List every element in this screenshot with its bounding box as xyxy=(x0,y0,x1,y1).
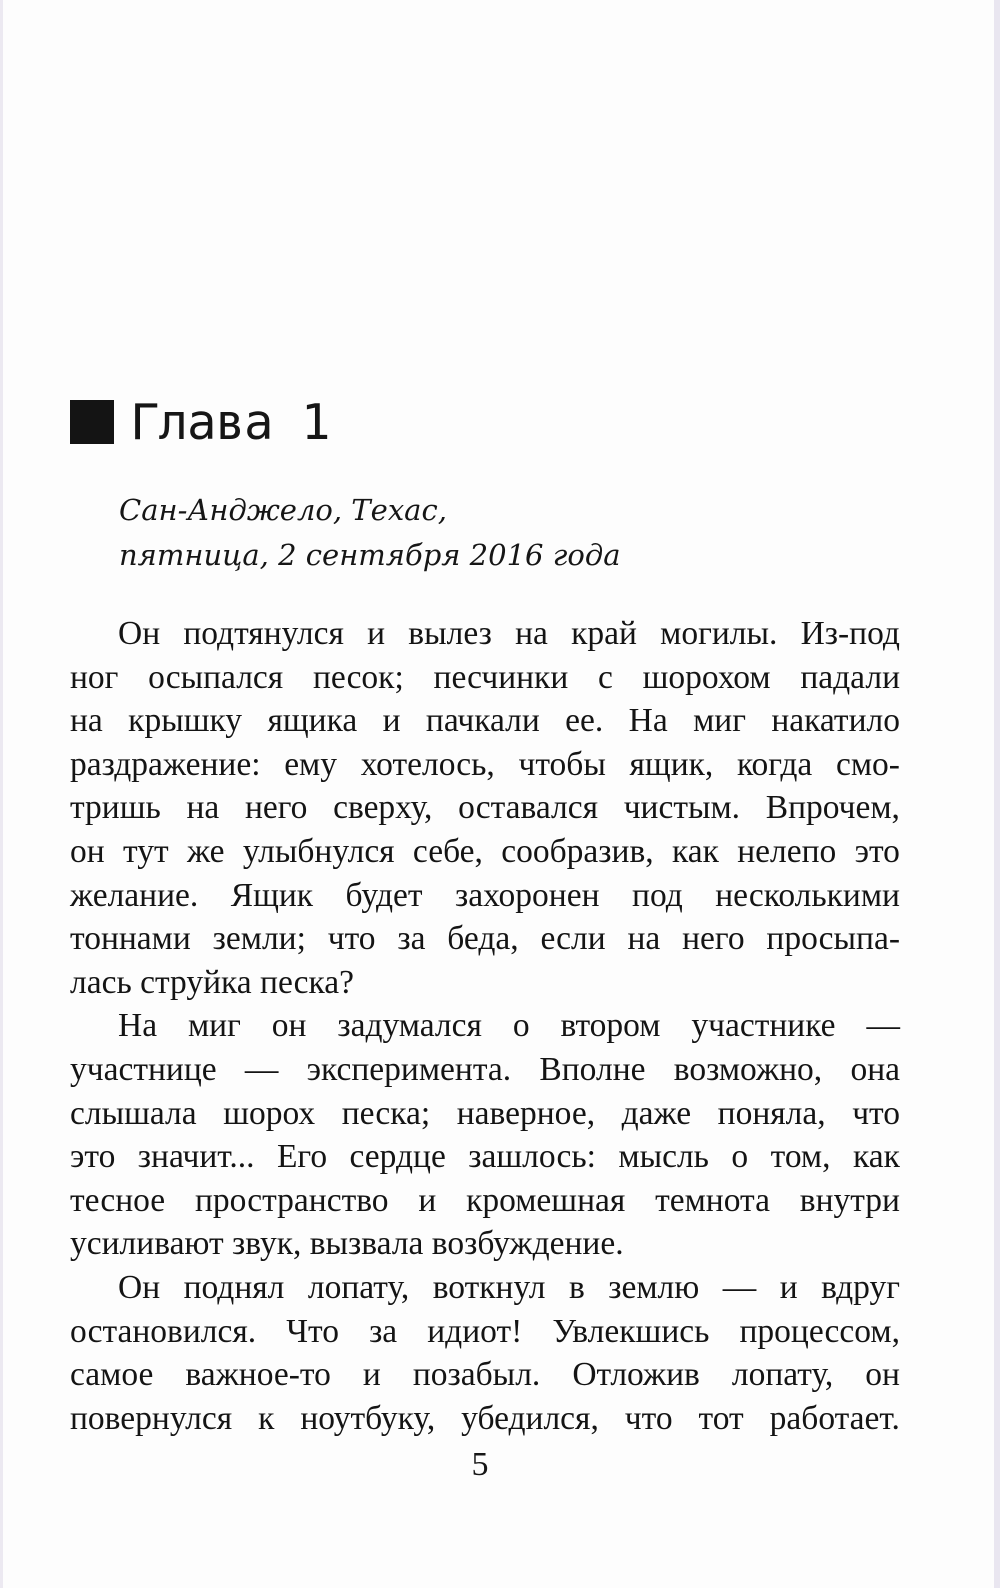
text-line: повернулся к ноутбуку, убедился, что тот работает. xyxy=(70,1399,900,1437)
text-line: Он поднял лопату, воткнул в землю — и вдруг xyxy=(118,1268,900,1306)
text-line: тоннами земли; что за беда, если на него просыпа- xyxy=(70,920,900,958)
page-number: 5 xyxy=(471,1446,489,1483)
text-line: слышала шорох песка; наверное, даже поняла, что xyxy=(70,1094,900,1132)
dateline xyxy=(119,488,620,578)
text-line: самое важное-то и позабыл. Отложив лопату, он xyxy=(70,1356,900,1394)
text-line: ног осыпался песок; песчинки с шорохом падали xyxy=(70,658,900,696)
dateline-place: Сан-Анджело, Техас, xyxy=(119,493,447,527)
page-right-edge xyxy=(994,0,1000,1588)
text-line: На миг он задумался о втором участнике — xyxy=(118,1007,900,1045)
body-text xyxy=(70,612,900,1440)
text-line: желание. Ящик будет захоронен под несколькими xyxy=(70,876,900,914)
text-line: это значит... Его сердце зашлось: мысль о том, как xyxy=(70,1138,900,1176)
chapter-square-icon xyxy=(70,400,114,444)
text-line: Он подтянулся и вылез на край могилы. Из-под xyxy=(118,615,900,652)
text-line: тесное пространство и кромешная темнота внутри xyxy=(70,1181,900,1219)
text-line: на крышку ящика и пачкали ее. На миг накатило xyxy=(70,702,900,740)
text-line: раздражение: ему хотелось, чтобы ящик, когда смо- xyxy=(70,745,900,783)
page-left-edge xyxy=(0,0,3,1588)
text-line: он тут же улыбнулся себе, сообразив, как нелепо это xyxy=(70,832,900,870)
text-line: усиливают звук, вызвала возбуждение. xyxy=(70,1225,624,1263)
text-line: лась струйка песка? xyxy=(70,963,355,1001)
chapter-heading xyxy=(70,392,330,452)
chapter-title: Глава 1 xyxy=(130,393,330,451)
dateline-date: пятница, 2 сентября 2016 года xyxy=(119,538,621,572)
text-line: тришь на него сверху, оставался чистым. Впрочем, xyxy=(70,789,900,827)
text-line: остановился. Что за идиот! Увлекшись процессом, xyxy=(70,1312,900,1350)
text-line: участнице — эксперимента. Вполне возможно, она xyxy=(70,1050,900,1088)
